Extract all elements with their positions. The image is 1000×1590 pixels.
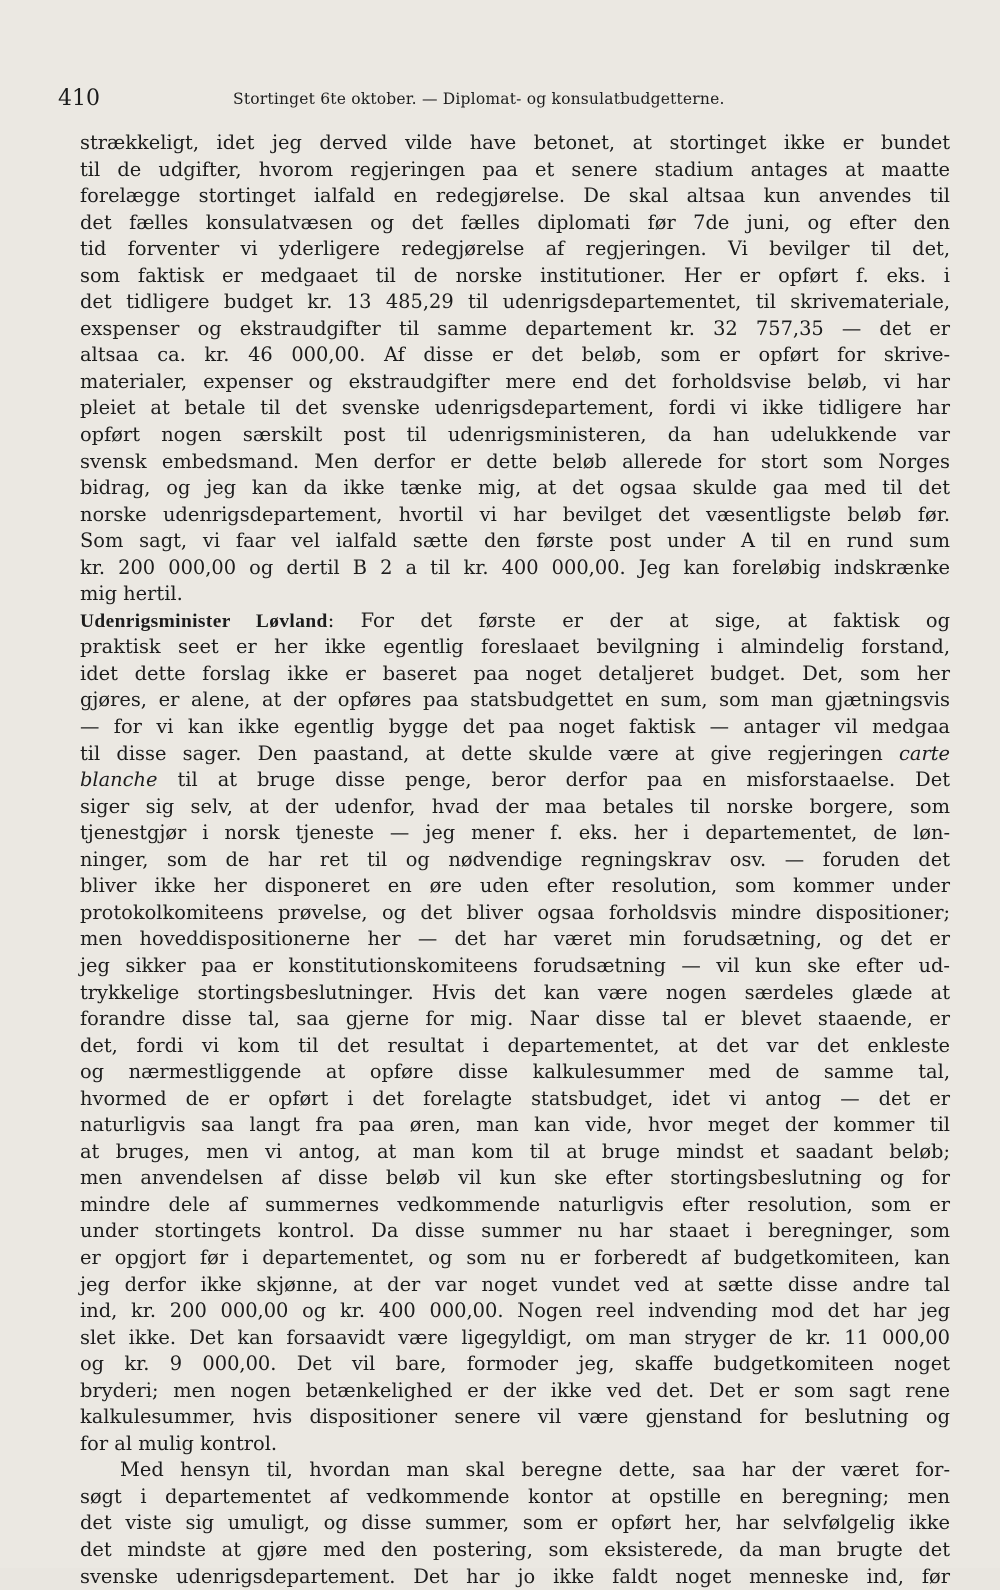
text-line: slet ikke. Det kan forsaavidt være ligegyldigt, om man stryger de kr. 11 000,00 <box>80 1325 950 1349</box>
text-line: kalkulesummer, hvis dispositioner senere vil være gjenstand for beslutning og <box>80 1405 950 1429</box>
text-line: tjenestgjør i norsk tjeneste — jeg mener f. eks. her i departementet, de løn- <box>80 821 950 845</box>
page-number: 410 <box>58 86 100 111</box>
text-line: bryderi; men nogen betænkelighed er der ikke ved det. Det er som sagt rene <box>80 1378 950 1402</box>
text-line: under stortingets kontrol. Da disse summer nu har staaet i beregninger, som <box>80 1219 950 1243</box>
text-line: mindre dele af summernes vedkommende naturligvis efter resolution, som er <box>80 1192 950 1216</box>
text-line: det viste sig umuligt, og disse summer, som er opført her, har selvfølgelig ikke <box>80 1511 950 1535</box>
text-line: jeg sikker paa er konstitutionskomiteens forudsætning — vil kun ske efter ud- <box>80 953 950 977</box>
text-line: pleiet at betale til det svenske udenrigsdepartement, fordi vi ikke tidligere har <box>80 396 950 420</box>
text-line: ind, kr. 200 000,00 og kr. 400 000,00. Nogen reel indvending mod det har jeg <box>80 1299 950 1323</box>
text-line: men anvendelsen af disse beløb vil kun ske efter stortingsbeslutning og for <box>80 1166 950 1190</box>
text-line: protokolkomiteens prøvelse, og det bliver ogsaa forholdsvis mindre dispositioner; <box>80 900 950 924</box>
text-line: opført nogen særskilt post til udenrigsministeren, da han udelukkende var <box>80 423 950 447</box>
text-line: det tidligere budget kr. 13 485,29 til udenrigsdepartementet, til skrivemateriale, <box>80 290 950 314</box>
text-line: altsaa ca. kr. 46 000,00. Af disse er det beløb, som er opført for skrive- <box>80 343 950 367</box>
text-line: jeg derfor ikke skjønne, at der var noget vundet ved at sætte disse andre tal <box>80 1272 950 1296</box>
text-line: forelægge stortinget ialfald en redegjørelse. De skal altsaa kun anvendes til <box>80 184 950 208</box>
text-line: bliver ikke her disponeret en øre uden efter resolution, som kommer under <box>80 874 950 898</box>
text-line: til de udgifter, hvorom regjeringen paa et senere stadium antages at maatte <box>80 157 950 181</box>
text-line: ninger, som de har ret til og nødvendige regningskrav osv. — foruden det <box>80 847 950 871</box>
text-line <box>80 767 950 794</box>
text-line: idet dette forslag ikke er baseret paa noget detaljeret budget. Det, som her <box>80 661 950 685</box>
text-line: det, fordi vi kom til det resultat i departementet, at det var det enkleste <box>80 1033 950 1057</box>
text-line: er opgjort før i departementet, og som nu er forberedt af budgetkomiteen, kan <box>80 1245 950 1269</box>
italic-text: blanche <box>80 768 158 792</box>
text-line: det fælles konsulatvæsen og det fælles diplomati før 7de juni, og efter den <box>80 210 950 234</box>
text-line: hvormed de er opført i det forelagte statsbudget, idet vi antog — det er <box>80 1086 950 1110</box>
text-span: til at bruge disse penge, beror derfor paa en misforstaaelse. Det <box>177 768 950 792</box>
text-line: og nærmestliggende at opføre disse kalkulesummer med de samme tal, <box>80 1060 950 1084</box>
text-line: kr. 200 000,00 og dertil B 2 a til kr. 400 000,00. Jeg kan foreløbig indskrænke <box>80 555 950 579</box>
text-line: for al mulig kontrol. <box>80 1431 278 1455</box>
speaker-line <box>80 608 950 635</box>
text-line <box>80 741 950 768</box>
text-line: tid forventer vi yderligere redegjørelse af regjeringen. Vi bevilger til det, <box>80 237 950 261</box>
text-line: Som sagt, vi faar vel ialfald sætte den første post under A til en rund sum <box>80 529 950 553</box>
page-header <box>58 86 938 116</box>
text-line: strækkeligt, idet jeg derved vilde have betonet, at stortinget ikke er bundet <box>80 131 950 154</box>
text-line: siger sig selv, at der udenfor, hvad der maa betales til norske borgere, som <box>80 794 950 818</box>
running-head: Stortinget 6te oktober. — Diplomat- og konsulatbudgetterne. <box>233 90 725 108</box>
text-line: som faktisk er medgaaet til de norske institutioner. Her er opført f. eks. i <box>80 263 950 287</box>
text-line: exspenser og ekstraudgifter til samme departement kr. 32 757,35 — det er <box>80 316 950 340</box>
text-line: forandre disse tal, saa gjerne for mig. Naar disse tal er blevet staaende, er <box>80 1007 950 1031</box>
text-line: materialer, expenser og ekstraudgifter mere end det forholdsvise beløb, vi har <box>80 369 950 393</box>
text-line: det mindste at gjøre med den postering, som eksisterede, da man brugte det <box>80 1537 950 1561</box>
text-line: svensk embedsmand. Men derfor er dette beløb allerede for stort som Norges <box>80 449 950 473</box>
italic-text: carte <box>899 741 951 765</box>
body-text <box>80 130 950 1590</box>
speaker-name: Udenrigsminister Løvland <box>80 610 328 632</box>
text-line: norske udenrigsdepartement, hvortil vi har bevilget det væsentligste beløb før. <box>80 502 950 526</box>
text-line: praktisk seet er her ikke egentlig foreslaaet bevilgning i almindelig forstand, <box>80 635 950 659</box>
text-line: men hoveddispositionerne her — det har været min forudsætning, og det er <box>80 927 950 951</box>
text-line: og kr. 9 000,00. Det vil bare, formoder jeg, skaffe budgetkomiteen noget <box>80 1352 950 1376</box>
text-span: til disse sager. Den paastand, at dette skulde være at give regjeringen <box>80 741 883 765</box>
text-span: : For det første er der at sige, at faktisk og <box>327 608 950 632</box>
text-line: gjøres, er alene, at der opføres paa statsbudgettet en sum, som man gjætningsvis <box>80 688 950 712</box>
text-line: at bruges, men vi antog, at man kom til at bruge mindst et saadant beløb; <box>80 1139 950 1163</box>
text-line: søgt i departementet af vedkommende kontor at opstille en beregning; men <box>80 1484 950 1508</box>
text-line: Med hensyn til, hvordan man skal beregne dette, saa har der været for- <box>120 1458 950 1482</box>
text-line: trykkelige stortingsbeslutninger. Hvis det kan være nogen særdeles glæde at <box>80 980 950 1004</box>
text-line: naturligvis saa langt fra paa øren, man kan vide, hvor meget der kommer til <box>80 1113 950 1137</box>
text-line: bidrag, og jeg kan da ikke tænke mig, at det ogsaa skulde gaa med til det <box>80 476 950 500</box>
text-line: mig hertil. <box>80 582 183 606</box>
text-line: svenske udenrigsdepartement. Det har jo ikke faldt noget menneske ind, før <box>80 1564 950 1588</box>
text-line: — for vi kan ikke egentlig bygge det paa noget faktisk — antager vil medgaa <box>80 715 950 739</box>
